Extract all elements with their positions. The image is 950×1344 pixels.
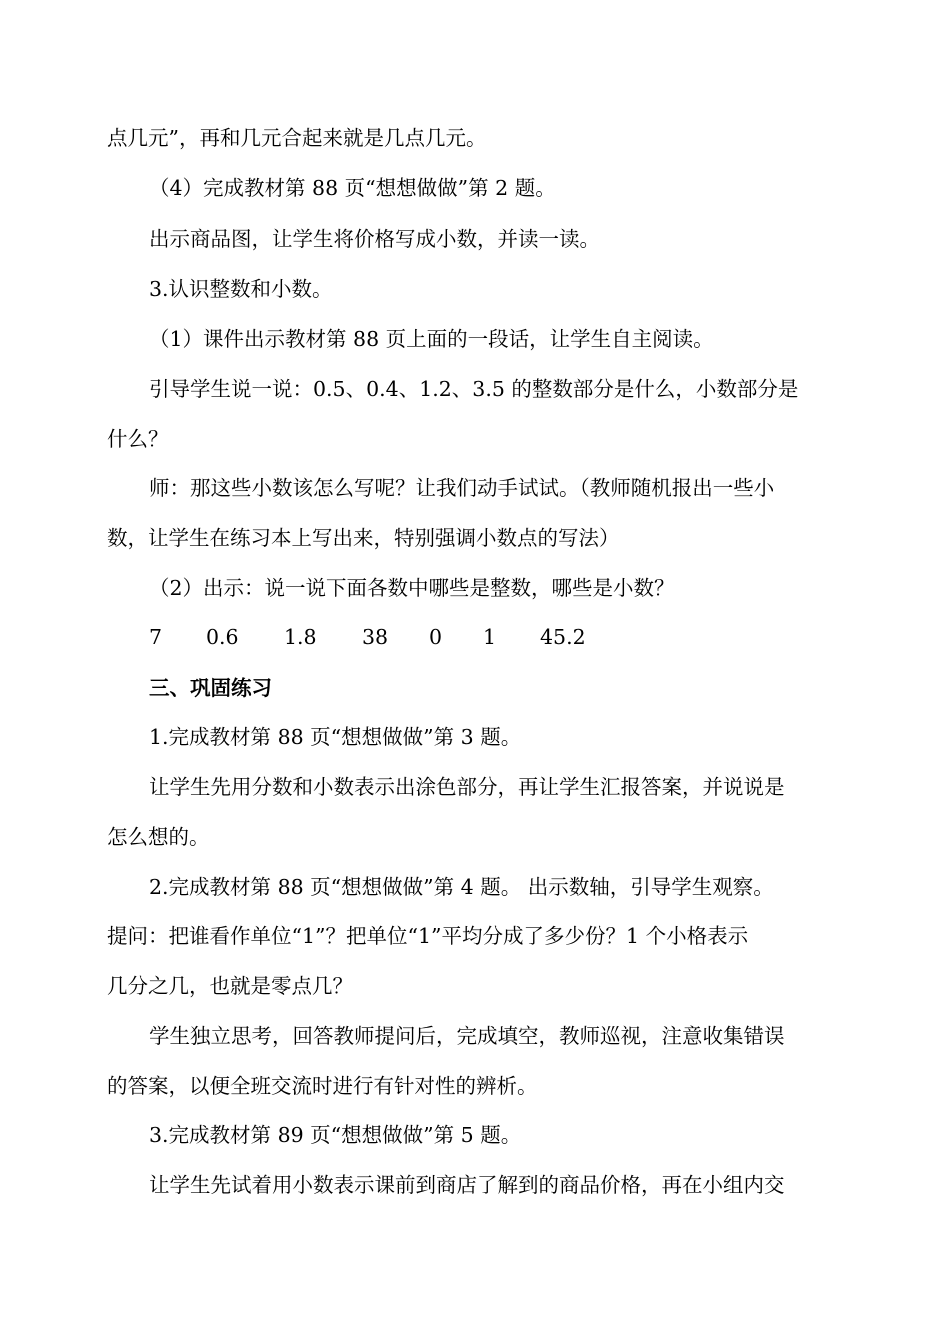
number-item: 0: [429, 625, 443, 649]
text-line: 2.完成教材第 88 页“想想做做”第 4 题。 出示数轴，引导学生观察。: [149, 875, 774, 899]
text-line: 点几元”，再和几元合起来就是几点几元。: [107, 126, 487, 150]
text-line: 1.完成教材第 88 页“想想做做”第 3 题。: [149, 725, 522, 749]
text-line: 师：那这些小数该怎么写呢？让我们动手试试。（教师随机报出一些小: [149, 476, 775, 500]
text-line: 让学生先试着用小数表示课前到商店了解到的商品价格，再在小组内交: [149, 1173, 785, 1197]
text-line: 学生独立思考，回答教师提问后，完成填空，教师巡视，注意收集错误: [149, 1024, 785, 1048]
text-line: 让学生先用分数和小数表示出涂色部分，再让学生汇报答案，并说说是: [149, 775, 785, 799]
text-line: 提问：把谁看作单位“1”？把单位“1”平均分成了多少份？1 个小格表示: [107, 924, 749, 948]
section-heading: 三、巩固练习: [149, 676, 272, 700]
text-line: （1）课件出示教材第 88 页上面的一段话，让学生自主阅读。: [149, 327, 714, 351]
text-line: 几分之几，也就是零点几？: [107, 974, 353, 998]
number-item: 1: [483, 625, 497, 649]
number-item: 7: [149, 625, 163, 649]
text-line: （4）完成教材第 88 页“想想做做”第 2 题。: [149, 176, 556, 200]
text-line: （2）出示：说一说下面各数中哪些是整数，哪些是小数？: [149, 576, 675, 600]
text-line: 引导学生说一说：0.5、0.4、1.2、3.5 的整数部分是什么，小数部分是: [149, 377, 799, 401]
text-line: 3.完成教材第 89 页“想想做做”第 5 题。: [149, 1123, 522, 1147]
text-line: 什么？: [107, 427, 169, 451]
text-line: 怎么想的。: [107, 825, 210, 849]
text-line: 3.认识整数和小数。: [149, 277, 333, 301]
number-item: 0.6: [206, 625, 239, 649]
text-line: 出示商品图，让学生将价格写成小数，并读一读。: [149, 227, 600, 251]
text-line: 数，让学生在练习本上写出来，特别强调小数点的写法）: [107, 526, 620, 550]
number-item: 38: [362, 625, 389, 649]
number-item: 45.2: [540, 625, 586, 649]
number-item: 1.8: [284, 625, 317, 649]
text-line: 的答案，以便全班交流时进行有针对性的辨析。: [107, 1074, 538, 1098]
